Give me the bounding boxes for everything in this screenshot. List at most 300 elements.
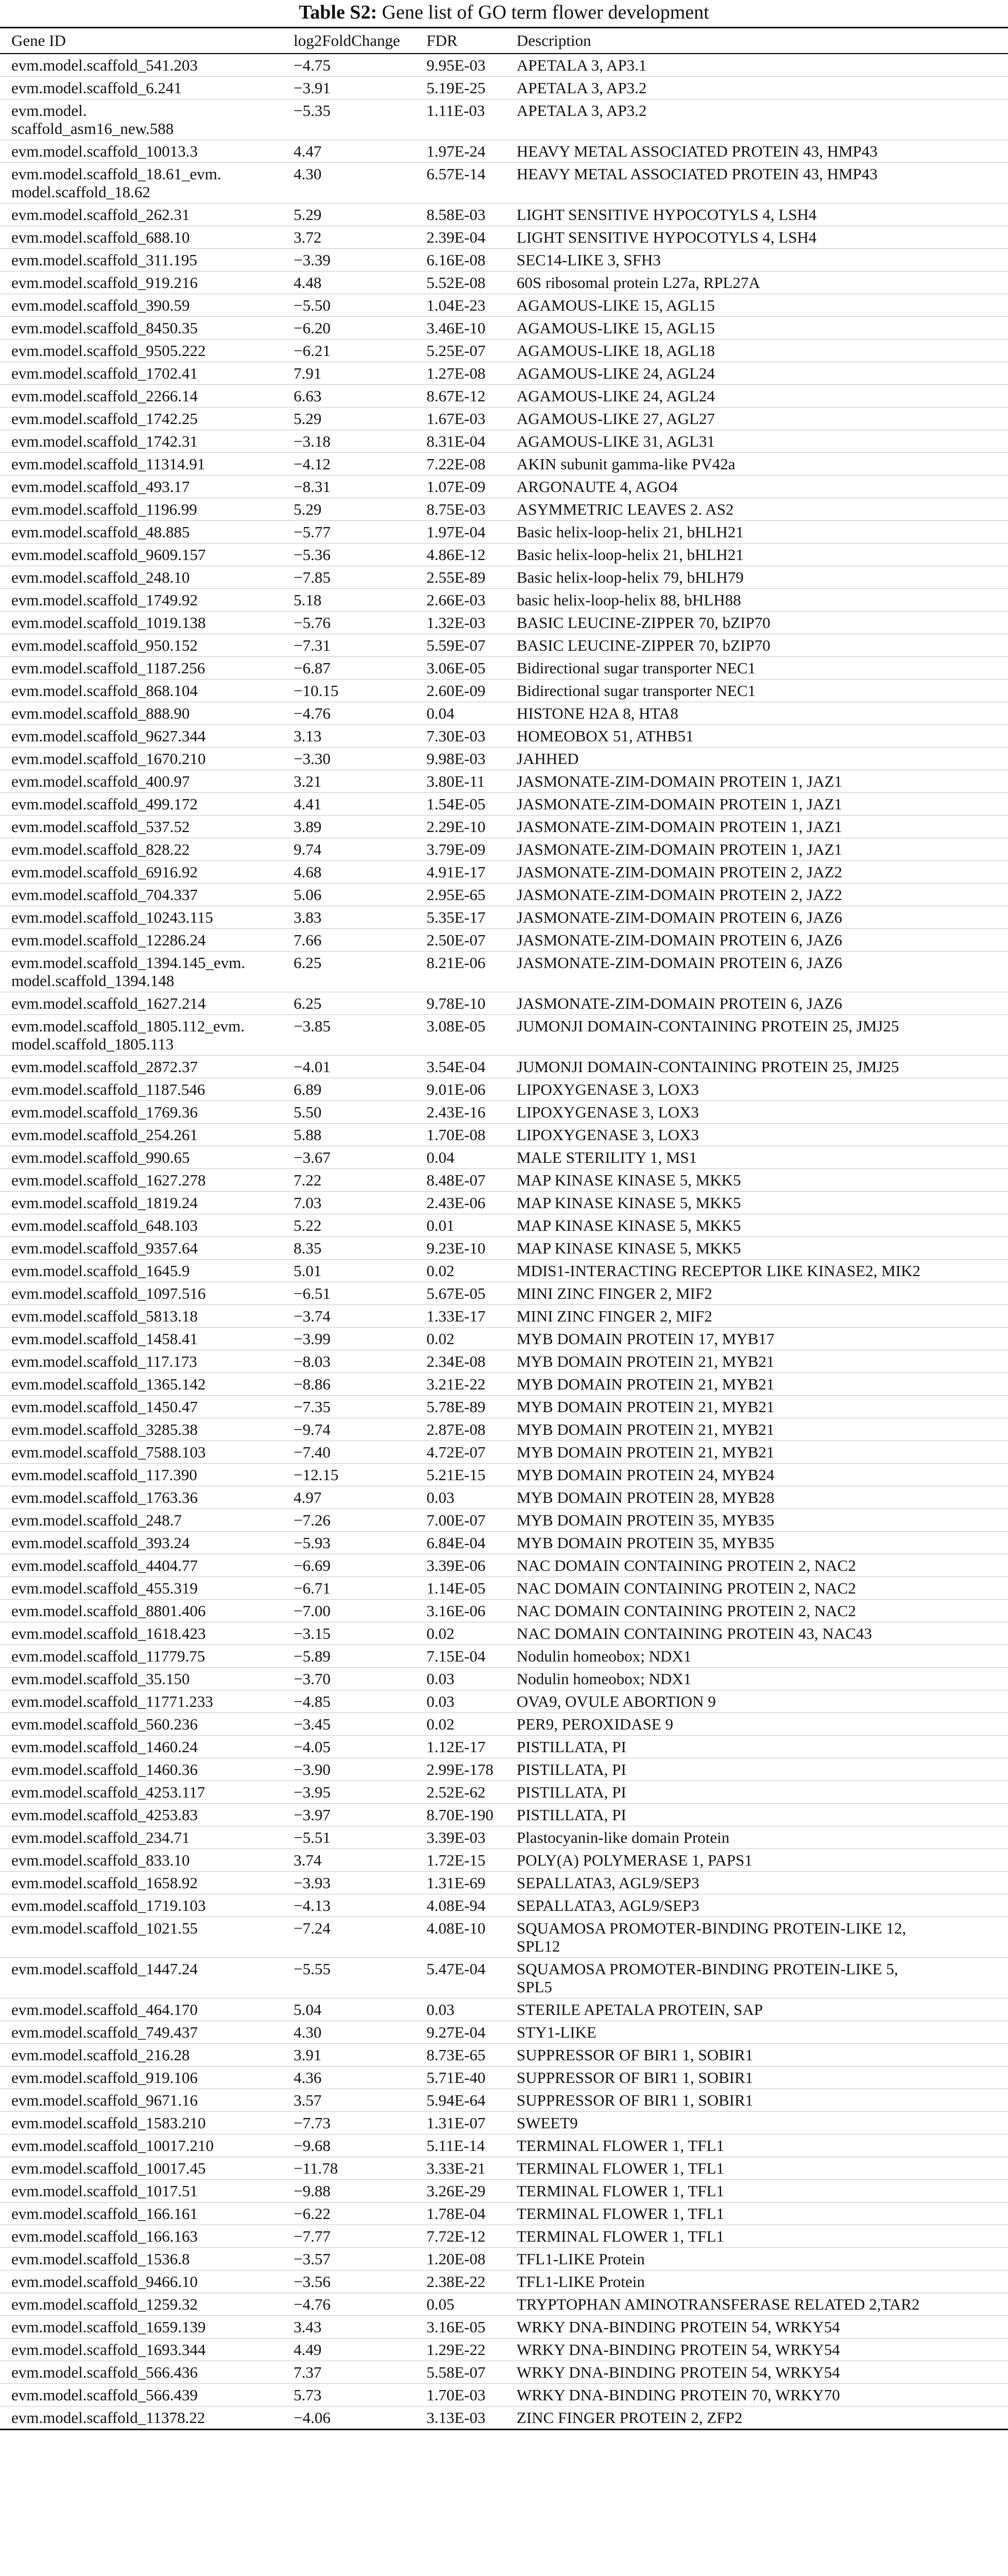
description-cell: Plastocyanin-like domain Protein [517, 1828, 730, 1846]
fdr-cell: 0.02 [426, 1624, 455, 1642]
table-row [0, 2270, 1008, 2293]
table-row [0, 884, 1008, 906]
table-row [0, 816, 1008, 838]
log2foldchange-cell: 5.06 [294, 886, 322, 904]
fdr-cell: 6.84E-04 [426, 1534, 486, 1552]
table-row [0, 770, 1008, 793]
description-cell: NAC DOMAIN CONTAINING PROTEIN 2, NAC2 [517, 1579, 856, 1597]
description-cell: AGAMOUS-LIKE 24, AGL24 [517, 364, 715, 382]
description-cell: TERMINAL FLOWER 1, TFL1 [517, 2227, 724, 2245]
log2foldchange-cell: 6.25 [294, 954, 322, 972]
description-cell: MDIS1-INTERACTING RECEPTOR LIKE KINASE2, MIK2 [517, 1262, 920, 1280]
fdr-cell: 7.72E-12 [426, 2227, 486, 2245]
gene-id-cell: evm.model.scaffold_9671.16 [11, 2091, 198, 2109]
table-row [0, 748, 1008, 770]
log2foldchange-cell: −3.30 [294, 750, 331, 768]
description-cell: PISTILLATA, PI [517, 1806, 626, 1824]
log2foldchange-cell: −7.24 [294, 1919, 331, 1937]
gene-id-cell: evm.model.scaffold_48.885 [11, 523, 190, 541]
fdr-cell: 1.67E-03 [426, 410, 486, 428]
gene-id-cell: evm.model.scaffold_499.172 [11, 795, 198, 813]
log2foldchange-cell: −3.90 [294, 1760, 331, 1778]
fdr-cell: 8.21E-06 [426, 954, 486, 972]
gene-id-cell: evm.model.scaffold_1749.92 [11, 591, 198, 609]
log2foldchange-cell: −4.76 [294, 704, 331, 722]
gene-id-cell: evm.model.scaffold_11314.91 [11, 455, 206, 473]
description-cell: Nodulin homeobox; NDX1 [517, 1647, 692, 1665]
fdr-cell: 5.59E-07 [426, 636, 486, 654]
fdr-cell: 5.19E-25 [426, 79, 486, 97]
log2foldchange-cell: 7.91 [294, 364, 322, 382]
fdr-cell: 1.29E-22 [426, 2341, 486, 2359]
table-row [0, 521, 1008, 544]
log2foldchange-cell: 7.03 [294, 1194, 322, 1212]
log2foldchange-cell: −3.95 [294, 1783, 331, 1801]
fdr-cell: 2.29E-10 [426, 818, 486, 836]
description-cell: ZINC FINGER PROTEIN 2, ZFP2 [517, 2409, 743, 2427]
fdr-cell: 0.05 [426, 2295, 455, 2313]
table-row [0, 1214, 1008, 1237]
description-cell: MINI ZINC FINGER 2, MIF2 [517, 1307, 712, 1325]
fdr-cell: 1.11E-03 [426, 101, 485, 120]
table-row [0, 1600, 1008, 1622]
gene-id-cell: evm.model.scaffold_11771.233 [11, 1692, 213, 1710]
log2foldchange-cell: −5.76 [294, 614, 331, 632]
description-cell: MYB DOMAIN PROTEIN 21, MYB21 [517, 1375, 775, 1393]
table-row [0, 1622, 1008, 1645]
fdr-cell: 2.99E-178 [426, 1760, 494, 1778]
log2foldchange-cell: −8.31 [294, 478, 331, 496]
fdr-cell: 1.14E-05 [426, 1579, 486, 1597]
description-cell: NAC DOMAIN CONTAINING PROTEIN 43, NAC43 [517, 1624, 872, 1642]
gene-id-cell: evm.model.scaffold_1719.103 [11, 1896, 206, 1914]
table-row [0, 1690, 1008, 1713]
fdr-cell: 0.03 [426, 1692, 455, 1710]
gene-id-cell: evm.model.scaffold_6916.92 [11, 863, 198, 881]
gene-id-cell: evm.model.scaffold_117.173 [11, 1352, 197, 1370]
table-title-text: Gene list of GO term flower development [382, 2, 709, 23]
table-row [0, 2384, 1008, 2406]
table-row [0, 54, 1008, 77]
gene-id-cell: evm.model.scaffold_464.170 [11, 2001, 198, 2019]
gene-id-cell: evm.model.scaffold_566.436 [11, 2363, 198, 2381]
fdr-cell: 5.94E-64 [426, 2091, 486, 2109]
gene-id-cell: evm.model.scaffold_311.195 [11, 251, 197, 269]
description-cell: APETALA 3, AP3.2 [517, 79, 647, 97]
gene-id-cell: evm.model.scaffold_9466.10 [11, 2273, 198, 2291]
description-cell: SWEET9 [517, 2114, 578, 2132]
fdr-cell: 1.70E-03 [426, 2386, 486, 2404]
table-row [0, 1894, 1008, 1917]
fdr-cell: 1.97E-04 [426, 523, 486, 541]
fdr-cell: 7.22E-08 [426, 455, 486, 473]
gene-id-cell: evm.model.scaffold_1769.36 [11, 1103, 198, 1121]
log2foldchange-cell: −6.69 [294, 1556, 331, 1574]
log2foldchange-cell: 8.35 [294, 1239, 322, 1257]
header-gene-id: Gene ID [11, 31, 66, 49]
log2foldchange-cell: 5.01 [294, 1262, 322, 1280]
table-row [0, 992, 1008, 1015]
table-row [0, 2089, 1008, 2112]
description-cell: TFL1-LIKE Protein [517, 2273, 645, 2291]
log2foldchange-cell: 6.89 [294, 1080, 322, 1098]
table-row [0, 1872, 1008, 1894]
table-row [0, 1124, 1008, 1146]
description-cell: 60S ribosomal protein L27a, RPL27A [517, 274, 760, 292]
table-row [0, 1328, 1008, 1350]
description-cell: ARGONAUTE 4, AGO4 [517, 478, 678, 496]
fdr-cell: 1.97E-24 [426, 142, 486, 160]
table-row [0, 1396, 1008, 1418]
fdr-cell: 6.16E-08 [426, 251, 486, 269]
table-row [0, 2066, 1008, 2089]
fdr-cell: 2.66E-03 [426, 591, 486, 609]
fdr-cell: 1.04E-23 [426, 296, 486, 314]
gene-table [0, 27, 1008, 2430]
table-row [0, 566, 1008, 589]
fdr-cell: 2.50E-07 [426, 931, 486, 949]
log2foldchange-cell: −4.85 [294, 1692, 331, 1710]
table-row [0, 1509, 1008, 1532]
gene-id-cell: evm.model.scaffold_1187.546 [11, 1080, 206, 1098]
log2foldchange-cell: 5.29 [294, 410, 322, 428]
log2foldchange-cell: 4.97 [294, 1488, 322, 1506]
log2foldchange-cell: 3.89 [294, 818, 322, 836]
fdr-cell: 8.75E-03 [426, 500, 486, 518]
description-cell: JASMONATE-ZIM-DOMAIN PROTEIN 6, JAZ6 [517, 908, 843, 926]
gene-id-cell: evm.model.scaffold_8801.406 [11, 1602, 206, 1620]
log2foldchange-cell: −5.93 [294, 1534, 331, 1552]
table-row [0, 2248, 1008, 2270]
log2foldchange-cell: −5.35 [294, 101, 331, 120]
gene-id-cell: evm.model.scaffold_10243.115 [11, 908, 213, 926]
description-cell: PISTILLATA, PI [517, 1760, 626, 1778]
log2foldchange-cell: −4.05 [294, 1738, 331, 1756]
log2foldchange-cell: −6.22 [294, 2205, 331, 2223]
gene-id-cell: evm.model.scaffold_6.241 [11, 79, 182, 97]
gene-id-cell: evm.model.scaffold_1659.139 [11, 2318, 206, 2336]
log2foldchange-cell: 3.21 [294, 772, 322, 790]
gene-id-cell: evm.model.scaffold_566.439 [11, 2386, 198, 2404]
gene-id-cell: evm.model.scaffold_1670.210 [11, 750, 206, 768]
gene-id-cell: evm.model.scaffold_262.31 [11, 206, 190, 224]
description-cell: MAP KINASE KINASE 5, MKK5 [517, 1239, 741, 1257]
fdr-cell: 5.58E-07 [426, 2363, 486, 2381]
log2foldchange-cell: −9.68 [294, 2137, 331, 2155]
table-row [0, 408, 1008, 430]
description-cell: MYB DOMAIN PROTEIN 21, MYB21 [517, 1352, 775, 1370]
table-row [0, 1758, 1008, 1781]
log2foldchange-cell: 3.57 [294, 2091, 322, 2109]
description-cell: APETALA 3, AP3.1 [517, 56, 647, 74]
table-row [0, 1056, 1008, 1078]
table-row [0, 2361, 1008, 2384]
gene-id-cell: evm.model.scaffold_704.337 [11, 886, 198, 904]
description-cell: JASMONATE-ZIM-DOMAIN PROTEIN 2, JAZ2 [517, 863, 843, 881]
header-row [0, 28, 1008, 54]
description-cell: WRKY DNA-BINDING PROTEIN 54, WRKY54 [517, 2363, 840, 2381]
header-fdr: FDR [426, 31, 458, 49]
gene-id-cell: evm.model.scaffold_1365.142 [11, 1375, 206, 1393]
description-cell: SUPPRESSOR OF BIR1 1, SOBIR1 [517, 2046, 754, 2064]
fdr-cell: 1.72E-15 [426, 1851, 486, 1869]
gene-id-cell: evm.model.scaffold_455.319 [11, 1579, 198, 1597]
description-cell: MYB DOMAIN PROTEIN 21, MYB21 [517, 1443, 775, 1461]
table-row [0, 1554, 1008, 1577]
description-cell: MYB DOMAIN PROTEIN 17, MYB17 [517, 1330, 775, 1348]
table-row [0, 2157, 1008, 2180]
log2foldchange-cell: 3.13 [294, 727, 322, 745]
gene-id-cell: evm.model.scaffold_1458.41 [11, 1330, 198, 1348]
description-cell: AGAMOUS-LIKE 27, AGL27 [517, 410, 715, 428]
log2foldchange-cell: 5.88 [294, 1126, 322, 1144]
description-cell: STY1-LIKE [517, 2023, 596, 2041]
table-row [0, 1282, 1008, 1305]
gene-id-cell: evm.model.scaffold_400.97 [11, 772, 190, 790]
log2foldchange-cell: −7.73 [294, 2114, 331, 2132]
table-row [0, 1713, 1008, 1736]
fdr-cell: 1.54E-05 [426, 795, 486, 813]
fdr-cell: 5.21E-15 [426, 1466, 486, 1484]
gene-id-cell: evm.model.scaffold_1618.423 [11, 1624, 206, 1642]
description-cell: basic helix-loop-helix 88, bHLH88 [517, 591, 741, 609]
log2foldchange-cell: 5.22 [294, 1216, 322, 1234]
log2foldchange-cell: −9.88 [294, 2182, 331, 2200]
fdr-cell: 5.67E-05 [426, 1284, 486, 1302]
description-cell: HEAVY METAL ASSOCIATED PROTEIN 43, HMP43 [517, 142, 878, 160]
fdr-cell: 2.60E-09 [426, 682, 486, 700]
log2foldchange-cell: −8.03 [294, 1352, 331, 1370]
table-row [0, 1015, 1008, 1056]
gene-id-cell: evm.model.scaffold_1196.99 [11, 500, 197, 518]
fdr-cell: 0.02 [426, 1330, 455, 1348]
gene-id-cell: evm.model.scaffold_1259.32 [11, 2295, 198, 2313]
table-row [0, 1804, 1008, 1826]
table-row [0, 1849, 1008, 1872]
description-cell: SUPPRESSOR OF BIR1 1, SOBIR1 [517, 2091, 754, 2109]
fdr-cell: 3.26E-29 [426, 2182, 486, 2200]
gene-id-cell: evm.model.scaffold_1693.344 [11, 2341, 206, 2359]
table-row [0, 612, 1008, 634]
table-row [0, 793, 1008, 816]
table-row [0, 1350, 1008, 1373]
description-cell: JASMONATE-ZIM-DOMAIN PROTEIN 6, JAZ6 [517, 931, 843, 949]
gene-id-cell: evm.model.scaffold_166.161 [11, 2205, 198, 2223]
description-cell: HISTONE H2A 8, HTA8 [517, 704, 678, 722]
log2foldchange-cell: 5.29 [294, 206, 322, 224]
log2foldchange-cell: −7.40 [294, 1443, 331, 1461]
description-cell: SQUAMOSA PROMOTER-BINDING PROTEIN-LIKE 12, SPL12 [517, 1919, 907, 1955]
fdr-cell: 9.27E-04 [426, 2023, 486, 2041]
gene-id-cell: evm.model.scaffold_5813.18 [11, 1307, 198, 1325]
log2foldchange-cell: −3.70 [294, 1670, 331, 1688]
table-row [0, 1078, 1008, 1101]
gene-id-cell: evm.model.scaffold_537.52 [11, 818, 190, 836]
log2foldchange-cell: −5.50 [294, 296, 331, 314]
gene-id-cell: evm.model.scaffold_1019.138 [11, 614, 206, 632]
table-row [0, 838, 1008, 861]
gene-id-cell: evm.model.scaffold_828.22 [11, 840, 190, 858]
table-row [0, 99, 1008, 140]
log2foldchange-cell: −3.15 [294, 1624, 331, 1642]
gene-id-cell: evm.model.scaffold_833.10 [11, 1851, 190, 1869]
description-cell: PISTILLATA, PI [517, 1738, 626, 1756]
fdr-cell: 0.01 [426, 1216, 455, 1234]
fdr-cell: 6.57E-14 [426, 165, 486, 183]
description-cell: JASMONATE-ZIM-DOMAIN PROTEIN 1, JAZ1 [517, 840, 843, 858]
log2foldchange-cell: −4.06 [294, 2409, 331, 2427]
gene-id-cell: evm.model.scaffold_1742.25 [11, 410, 198, 428]
fdr-cell: 0.04 [426, 1148, 455, 1166]
table-row [0, 589, 1008, 612]
table-row [0, 272, 1008, 294]
fdr-cell: 3.39E-03 [426, 1828, 486, 1846]
description-cell: LIPOXYGENASE 3, LOX3 [517, 1080, 699, 1098]
log2foldchange-cell: −3.67 [294, 1148, 331, 1166]
log2foldchange-cell: 5.29 [294, 500, 322, 518]
gene-id-cell: evm.model.scaffold_393.24 [11, 1534, 190, 1552]
fdr-cell: 2.43E-06 [426, 1194, 486, 1212]
fdr-cell: 9.01E-06 [426, 1080, 486, 1098]
log2foldchange-cell: 5.73 [294, 2386, 322, 2404]
table-row [0, 702, 1008, 725]
description-cell: ASYMMETRIC LEAVES 2. AS2 [517, 500, 734, 518]
description-cell: LIGHT SENSITIVE HYPOCOTYLS 4, LSH4 [517, 228, 817, 246]
gene-id-cell: evm.model.scaffold_1460.24 [11, 1738, 198, 1756]
table-row [0, 453, 1008, 476]
description-cell: JUMONJI DOMAIN-CONTAINING PROTEIN 25, JMJ25 [517, 1017, 899, 1035]
log2foldchange-cell: 7.37 [294, 2363, 322, 2381]
gene-id-cell: evm.model.scaffold_3285.38 [11, 1420, 198, 1438]
description-cell: TERMINAL FLOWER 1, TFL1 [517, 2182, 724, 2200]
gene-id-cell: evm.model.scaffold_1645.9 [11, 1262, 190, 1280]
description-cell: JASMONATE-ZIM-DOMAIN PROTEIN 1, JAZ1 [517, 795, 843, 813]
gene-id-cell: evm.model.scaffold_216.28 [11, 2046, 190, 2064]
log2foldchange-cell: 4.36 [294, 2069, 322, 2087]
description-cell: PER9, PEROXIDASE 9 [517, 1715, 674, 1733]
fdr-cell: 0.03 [426, 1670, 455, 1688]
fdr-cell: 8.67E-12 [426, 387, 486, 405]
table-row [0, 1668, 1008, 1690]
log2foldchange-cell: −9.74 [294, 1420, 331, 1438]
table-body [0, 54, 1008, 2430]
table-row [0, 204, 1008, 226]
log2foldchange-cell: −6.21 [294, 342, 331, 360]
fdr-cell: 0.03 [426, 2001, 455, 2019]
fdr-cell: 1.32E-03 [426, 614, 486, 632]
log2foldchange-cell: 7.22 [294, 1171, 322, 1189]
fdr-cell: 1.07E-09 [426, 478, 486, 496]
gene-id-cell: evm.model.scaffold_18.61_evm. model.scaffold_18.62 [11, 165, 221, 201]
gene-id-cell: evm.model.scaffold_10013.3 [11, 142, 198, 160]
table-row [0, 294, 1008, 317]
gene-id-cell: evm.model.scaffold_1805.112_evm. model.scaffold_1805.113 [11, 1017, 245, 1053]
fdr-cell: 5.11E-14 [426, 2137, 485, 2155]
fdr-cell: 3.79E-09 [426, 840, 486, 858]
fdr-cell: 3.16E-05 [426, 2318, 486, 2336]
description-cell: AGAMOUS-LIKE 31, AGL31 [517, 432, 715, 450]
fdr-cell: 3.06E-05 [426, 659, 486, 677]
gene-id-cell: evm.model.scaffold_990.65 [11, 1148, 190, 1166]
description-cell: STERILE APETALA PROTEIN, SAP [517, 2001, 763, 2019]
gene-id-cell: evm.model.scaffold_1763.36 [11, 1488, 198, 1506]
fdr-cell: 0.03 [426, 1488, 455, 1506]
table-row [0, 163, 1008, 204]
fdr-cell: 3.33E-21 [426, 2159, 486, 2177]
gene-id-cell: evm.model.scaffold_868.104 [11, 682, 198, 700]
gene-id-cell: evm.model. scaffold_asm16_new.588 [11, 101, 174, 138]
fdr-cell: 2.43E-16 [426, 1103, 486, 1121]
log2foldchange-cell: 6.25 [294, 994, 322, 1012]
fdr-cell: 1.27E-08 [426, 364, 486, 382]
fdr-cell: 3.21E-22 [426, 1375, 486, 1393]
description-cell: Nodulin homeobox; NDX1 [517, 1670, 692, 1688]
table-row [0, 952, 1008, 992]
table-row [0, 725, 1008, 748]
fdr-cell: 7.00E-07 [426, 1511, 486, 1529]
fdr-cell: 1.78E-04 [426, 2205, 486, 2223]
table-row [0, 2112, 1008, 2134]
table-row [0, 140, 1008, 163]
gene-id-cell: evm.model.scaffold_4404.77 [11, 1556, 198, 1574]
gene-id-cell: evm.model.scaffold_8450.35 [11, 319, 198, 337]
description-cell: TERMINAL FLOWER 1, TFL1 [517, 2159, 724, 2177]
fdr-cell: 9.95E-03 [426, 56, 486, 74]
log2foldchange-cell: −11.78 [294, 2159, 338, 2177]
fdr-cell: 4.86E-12 [426, 546, 486, 564]
gene-id-cell: evm.model.scaffold_493.17 [11, 478, 190, 496]
fdr-cell: 9.23E-10 [426, 1239, 486, 1257]
table-row [0, 1101, 1008, 1124]
description-cell: JASMONATE-ZIM-DOMAIN PROTEIN 1, JAZ1 [517, 818, 843, 836]
gene-id-cell: evm.model.scaffold_1187.256 [11, 659, 206, 677]
description-cell: MAP KINASE KINASE 5, MKK5 [517, 1216, 741, 1234]
table-row [0, 1146, 1008, 1169]
gene-id-cell: evm.model.scaffold_1460.36 [11, 1760, 198, 1778]
description-cell: WRKY DNA-BINDING PROTEIN 54, WRKY54 [517, 2341, 840, 2359]
log2foldchange-cell: −4.01 [294, 1058, 331, 1076]
fdr-cell: 2.34E-08 [426, 1352, 486, 1370]
description-cell: AGAMOUS-LIKE 15, AGL15 [517, 319, 715, 337]
log2foldchange-cell: −3.56 [294, 2273, 331, 2291]
fdr-cell: 5.47E-04 [426, 1960, 486, 1978]
log2foldchange-cell: −3.74 [294, 1307, 331, 1325]
description-cell: MAP KINASE KINASE 5, MKK5 [517, 1194, 741, 1212]
gene-id-cell: evm.model.scaffold_1021.55 [11, 1919, 198, 1937]
log2foldchange-cell: −6.20 [294, 319, 331, 337]
description-cell: MYB DOMAIN PROTEIN 35, MYB35 [517, 1511, 775, 1529]
fdr-cell: 8.73E-65 [426, 2046, 486, 2064]
table-row [0, 2316, 1008, 2338]
table-row [0, 1237, 1008, 1260]
log2foldchange-cell: 4.48 [294, 274, 322, 292]
table-row [0, 1418, 1008, 1441]
log2foldchange-cell: −4.75 [294, 56, 331, 74]
table-row [0, 2406, 1008, 2430]
fdr-cell: 2.87E-08 [426, 1420, 486, 1438]
table-row [0, 680, 1008, 702]
log2foldchange-cell: 4.30 [294, 165, 322, 183]
gene-id-cell: evm.model.scaffold_7588.103 [11, 1443, 206, 1461]
description-cell: HOMEOBOX 51, ATHB51 [517, 727, 694, 745]
fdr-cell: 1.20E-08 [426, 2250, 486, 2268]
fdr-cell: 1.33E-17 [426, 1307, 486, 1325]
description-cell: NAC DOMAIN CONTAINING PROTEIN 2, NAC2 [517, 1556, 856, 1574]
description-cell: NAC DOMAIN CONTAINING PROTEIN 2, NAC2 [517, 1602, 856, 1620]
table-caption [0, 0, 1008, 24]
description-cell: OVA9, OVULE ABORTION 9 [517, 1692, 716, 1710]
description-cell: Basic helix-loop-helix 21, bHLH21 [517, 546, 744, 564]
